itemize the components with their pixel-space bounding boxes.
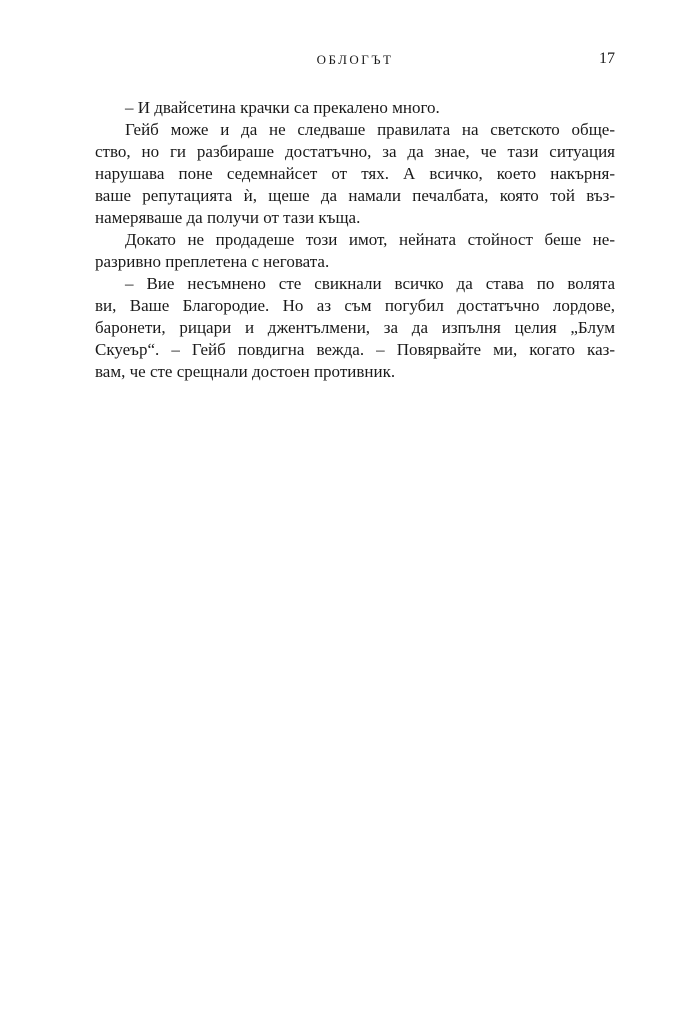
text-line: ваше репутацията ѝ, щеше да намали печалбата, която той въз- <box>95 186 615 205</box>
running-head <box>95 50 615 72</box>
text-line: вам, че сте срещнали достоен противник. <box>95 362 396 381</box>
text-line: нарушава поне седемнайсет от тях. А всичко, което накърня- <box>95 164 615 183</box>
text-line: – И двайсетина крачки са прекалено много. <box>125 98 440 117</box>
text-line: Скуеър“. – Гейб повдигна вежда. – Повярвайте ми, когато каз- <box>95 340 615 359</box>
text-line: намеряваше да получи от тази къща. <box>95 208 361 227</box>
text-line: ство, но ги разбираше достатъчно, за да знае, че тази ситуация <box>95 142 615 161</box>
running-title: ОБЛОГЪТ <box>316 52 394 67</box>
body-text <box>95 97 615 383</box>
text-line: баронети, рицари и джентълмени, за да изпълня целия „Блум <box>95 318 615 337</box>
text-line: – Вие несъмнено сте свикнали всичко да става по волята <box>125 274 615 293</box>
text-line: разривно преплетена с неговата. <box>95 252 330 271</box>
text-line: ви, Ваше Благородие. Но аз съм погубил достатъчно лордове, <box>95 296 615 315</box>
text-line: Докато не продадеше този имот, нейната стойност беше не- <box>125 230 615 249</box>
text-line: Гейб може и да не следваше правилата на светското обще- <box>125 120 615 139</box>
page-number: 17 <box>599 50 615 67</box>
